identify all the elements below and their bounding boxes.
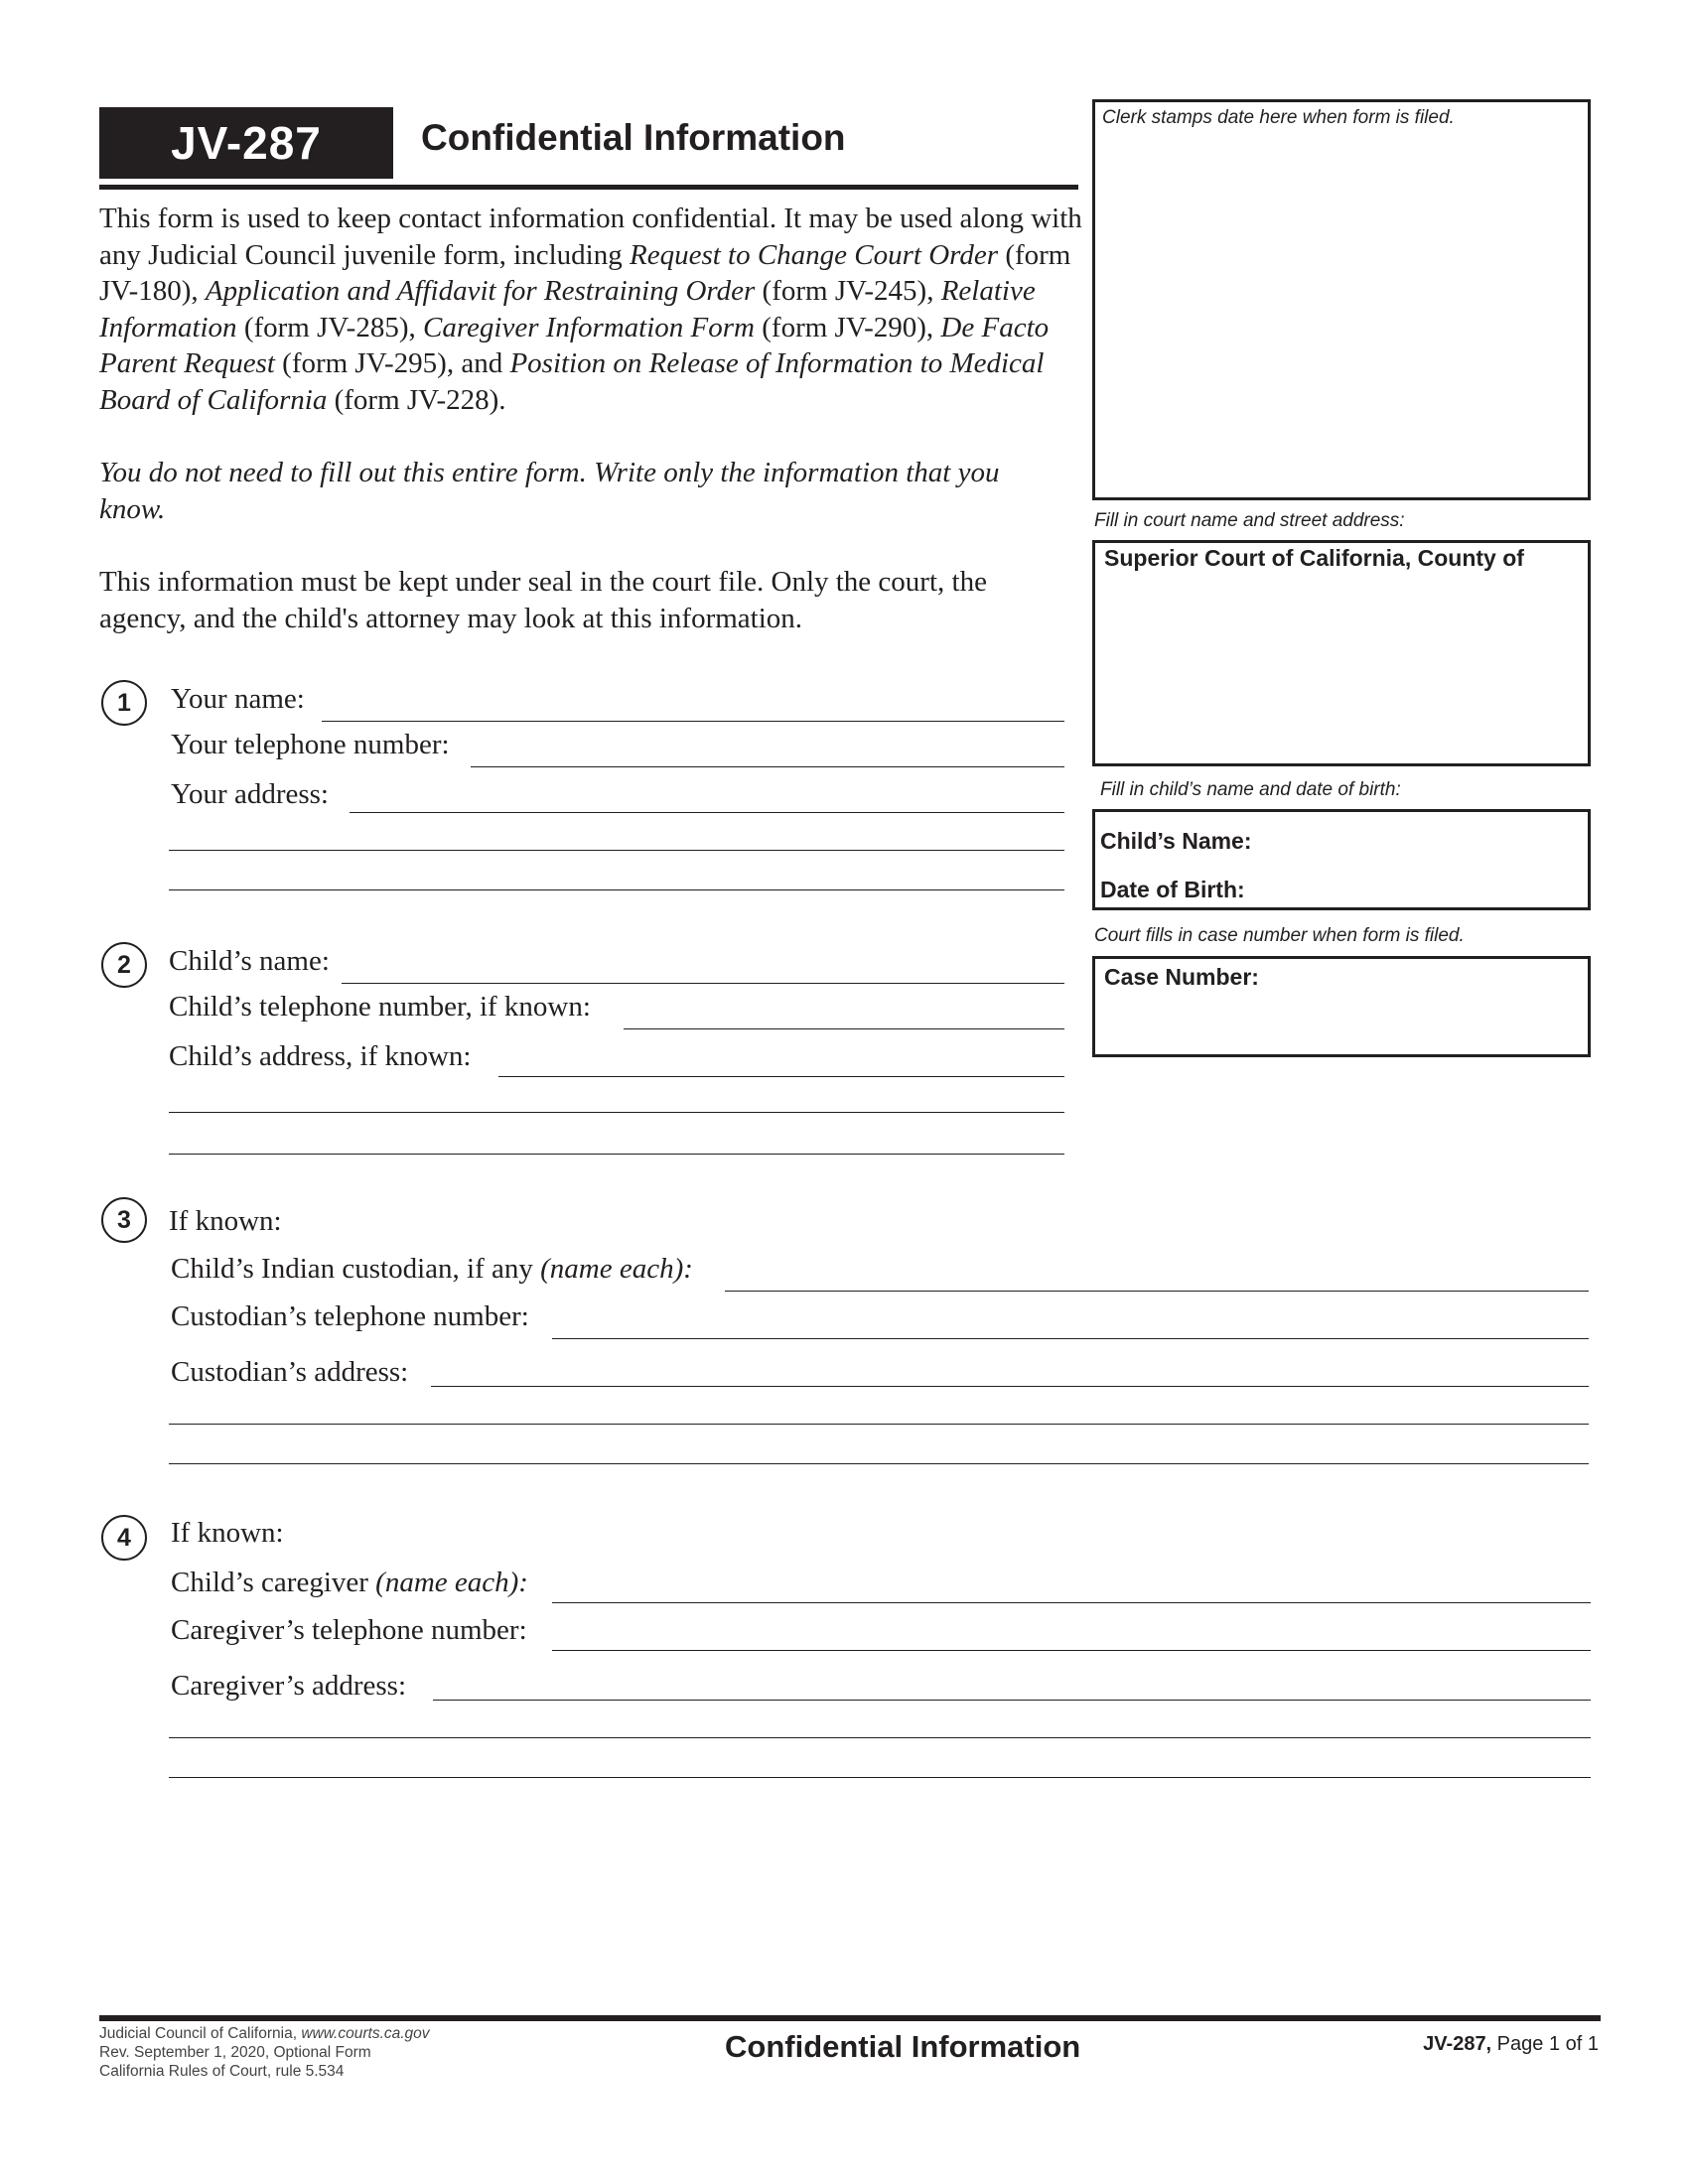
custodian-address-field-line-2[interactable] [169, 1424, 1589, 1425]
intro-text-run: (form JV-285), [236, 311, 423, 343]
item-3-number: 3 [101, 1197, 147, 1243]
intro-text-run: (form JV-295), and [274, 347, 510, 379]
intro-text-run: This form is used to keep contact information confidential. It may be used along with any Judicial Council juvenile form, including [99, 203, 1082, 271]
your-phone-label: Your telephone number: [171, 729, 450, 760]
caregiver-address-field[interactable] [433, 1700, 1591, 1701]
your-name-label: Your name: [171, 683, 305, 715]
item-2-number: 2 [101, 942, 147, 988]
your-address-field-line-2[interactable] [169, 850, 1064, 851]
caregiver-field[interactable] [552, 1602, 1591, 1603]
caregiver-label: Child’s caregiver (name each): [171, 1567, 528, 1598]
clerk-stamp-box [1092, 99, 1591, 500]
caregiver-phone-field[interactable] [552, 1650, 1591, 1651]
date-of-birth-label: Date of Birth: [1100, 877, 1245, 902]
child-name-field[interactable] [342, 983, 1064, 984]
intro-paragraph [99, 201, 1082, 418]
court-address-box[interactable] [1092, 540, 1591, 766]
child-address-label: Child’s address, if known: [169, 1040, 472, 1072]
form-reference-title: De Facto Parent Request [99, 311, 1050, 379]
footer-title: Confidential Information [725, 2029, 1081, 2064]
child-name-label: Child’s Name: [1100, 828, 1252, 854]
form-reference-title: Application and Affidavit for Restraining Order [205, 275, 756, 307]
your-address-label: Your address: [171, 778, 329, 810]
case-number-label: Case Number: [1104, 964, 1259, 990]
footer-rule [99, 2015, 1601, 2021]
form-reference-title: Relative Information [99, 275, 1036, 343]
item-3-intro: If known: [169, 1205, 282, 1237]
custodian-address-field-line-3[interactable] [169, 1463, 1589, 1464]
your-phone-field[interactable] [471, 766, 1064, 767]
item-4-number: 4 [101, 1515, 147, 1561]
form-reference-title: Position on Release of Information to Medical Board of California [99, 347, 1045, 416]
intro-text-run: (form JV-290), [755, 311, 941, 343]
intro-text-run: (form JV-245), [755, 275, 941, 307]
indian-custodian-field[interactable] [725, 1291, 1589, 1292]
your-address-field[interactable] [350, 812, 1064, 813]
your-name-field[interactable] [322, 721, 1064, 722]
footer-org: Judicial Council of California, www.courts.ca.gov [99, 2025, 430, 2042]
intro-text-run: (form JV-228). [327, 383, 506, 416]
custodian-phone-field[interactable] [552, 1338, 1589, 1339]
child-address-field-line-3[interactable] [169, 1154, 1064, 1155]
item-1-number: 1 [101, 680, 147, 726]
footer-rule-citation: California Rules of Court, rule 5.534 [99, 2063, 345, 2080]
custodian-address-label: Custodian’s address: [171, 1356, 409, 1388]
form-number-badge: JV-287 [99, 107, 393, 179]
child-phone-field[interactable] [624, 1028, 1064, 1029]
child-info-caption: Fill in child’s name and date of birth: [1100, 779, 1401, 800]
footer-page-number: JV-287, Page 1 of 1 [1423, 2033, 1599, 2055]
court-address-caption: Fill in court name and street address: [1094, 510, 1405, 531]
caregiver-address-field-line-2[interactable] [169, 1737, 1591, 1738]
indian-custodian-label: Child’s Indian custodian, if any (name each): [171, 1253, 693, 1285]
caregiver-address-label: Caregiver’s address: [171, 1670, 407, 1702]
form-reference-title: Caregiver Information Form [422, 311, 755, 343]
instructions-paragraph: You do not need to fill out this entire form. Write only the information that you know. [99, 457, 1000, 525]
caregiver-phone-label: Caregiver’s telephone number: [171, 1614, 527, 1646]
seal-notice-paragraph: This information must be kept under seal in the court file. Only the court, the agency, and the child's attorney may look at this information. [99, 566, 987, 634]
child-address-field[interactable] [498, 1076, 1064, 1077]
form-title: Confidential Information [421, 117, 846, 158]
court-name-label: Superior Court of California, County of [1104, 545, 1524, 571]
form-reference-title: Request to Change Court Order [629, 238, 999, 271]
header-rule [99, 185, 1078, 190]
child-phone-label: Child’s telephone number, if known: [169, 991, 591, 1023]
child-address-field-line-2[interactable] [169, 1112, 1064, 1113]
case-number-caption: Court fills in case number when form is filed. [1094, 925, 1465, 946]
child-name-field-label: Child’s name: [169, 945, 330, 977]
clerk-stamp-caption: Clerk stamps date here when form is filed. [1102, 107, 1455, 128]
your-address-field-line-3[interactable] [169, 889, 1064, 890]
custodian-phone-label: Custodian’s telephone number: [171, 1300, 529, 1332]
footer-revision: Rev. September 1, 2020, Optional Form [99, 2044, 371, 2061]
caregiver-address-field-line-3[interactable] [169, 1777, 1591, 1778]
custodian-address-field[interactable] [431, 1386, 1589, 1387]
intro-text-run: (form JV-180), [99, 238, 1071, 307]
item-4-intro: If known: [171, 1517, 284, 1549]
